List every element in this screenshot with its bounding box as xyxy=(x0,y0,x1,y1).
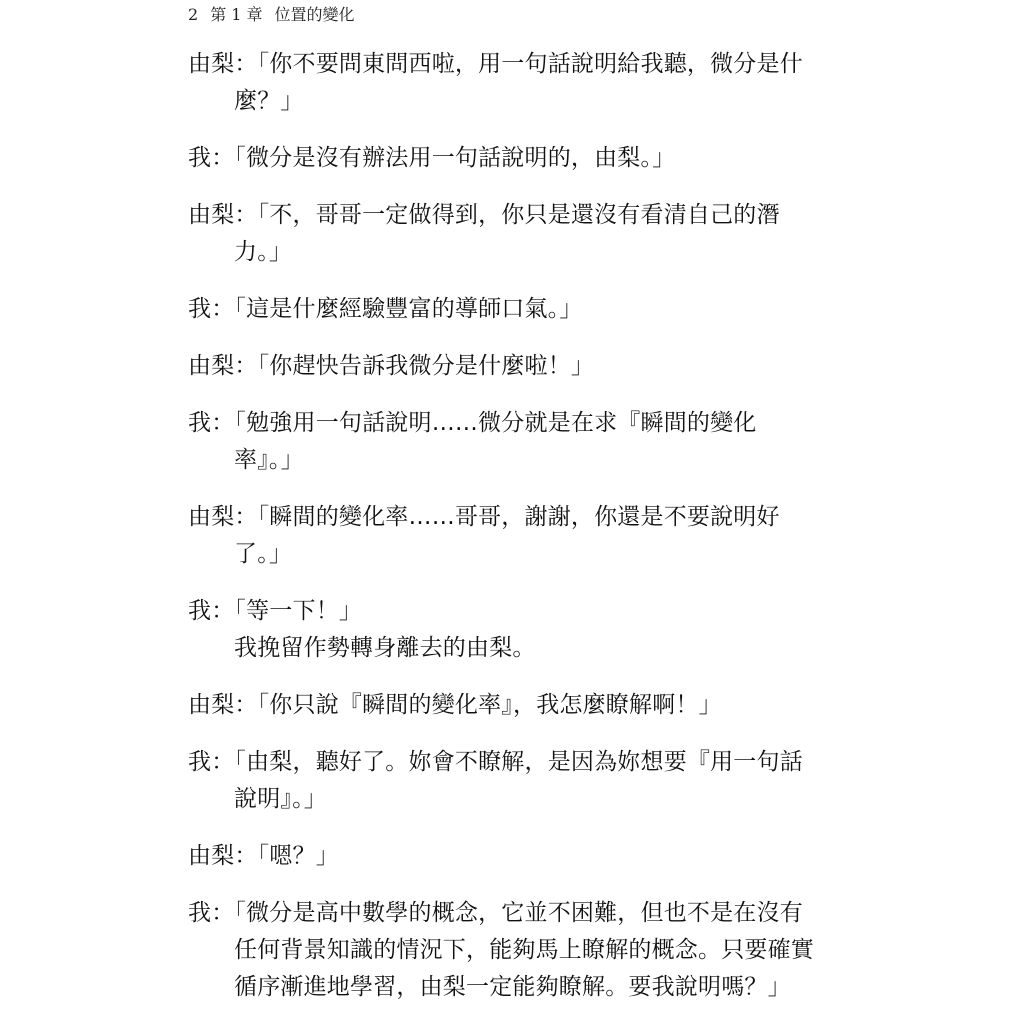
text-line: 由梨：「不，哥哥一定做得到，你只是還沒有看清自己的潛 xyxy=(188,202,780,228)
dialogue-paragraph xyxy=(188,46,848,120)
text-line: 我：「這是什麼經驗豐富的導師口氣。」 xyxy=(188,296,583,322)
text-line: 由梨：「嗯？」 xyxy=(188,843,339,869)
text-line: 我：「等一下！」 xyxy=(188,598,363,624)
chapter-number: 第 1 章 xyxy=(210,5,263,24)
dialogue-paragraph xyxy=(188,593,848,667)
text-line: 由梨：「你不要問東問西啦，用一句話說明給我聽，微分是什 xyxy=(188,51,803,77)
text-line: 我：「勉強用一句話說明……微分就是在求『瞬間的變化 xyxy=(188,410,757,436)
text-line: 由梨：「瞬間的變化率……哥哥，謝謝，你還是不要說明好 xyxy=(188,504,780,530)
text-line: 了。」 xyxy=(234,541,293,567)
dialogue-paragraph xyxy=(188,140,848,177)
text-line: 力。」 xyxy=(234,239,293,265)
text-line: 率』。」 xyxy=(234,447,304,473)
dialogue-paragraph xyxy=(188,895,848,1006)
page-body xyxy=(188,46,848,1026)
dialogue-paragraph xyxy=(188,405,848,479)
running-header xyxy=(188,4,367,26)
dialogue-paragraph xyxy=(188,687,848,724)
text-line: 循序漸進地學習，由梨一定能夠瞭解。要我說明嗎？」 xyxy=(234,974,791,1000)
text-line: 由梨：「你趕快告訴我微分是什麼啦！」 xyxy=(188,353,595,379)
text-line: 任何背景知識的情況下，能夠馬上瞭解的概念。只要確實 xyxy=(234,937,814,963)
dialogue-paragraph xyxy=(188,744,848,818)
dialogue-paragraph xyxy=(188,197,848,271)
text-line: 由梨：「你只說『瞬間的變化率』，我怎麼瞭解啊！」 xyxy=(188,692,722,718)
dialogue-paragraph xyxy=(188,838,848,875)
text-line: 我：「微分是沒有辦法用一句話說明的，由梨。」 xyxy=(188,145,676,171)
chapter-title: 位置的變化 xyxy=(274,5,355,24)
narration-line: 我挽留作勢轉身離去的由梨。 xyxy=(234,635,536,661)
text-line: 我：「微分是高中數學的概念，它並不困難，但也不是在沒有 xyxy=(188,900,803,926)
text-line: 說明』。」 xyxy=(234,786,327,812)
text-line: 麼？」 xyxy=(234,88,304,114)
dialogue-paragraph xyxy=(188,291,848,328)
dialogue-paragraph xyxy=(188,348,848,385)
text-line: 我：「由梨，聽好了。妳會不瞭解，是因為妳想要『用一句話 xyxy=(188,749,803,775)
page-number: 2 xyxy=(188,5,199,24)
dialogue-paragraph xyxy=(188,499,848,573)
